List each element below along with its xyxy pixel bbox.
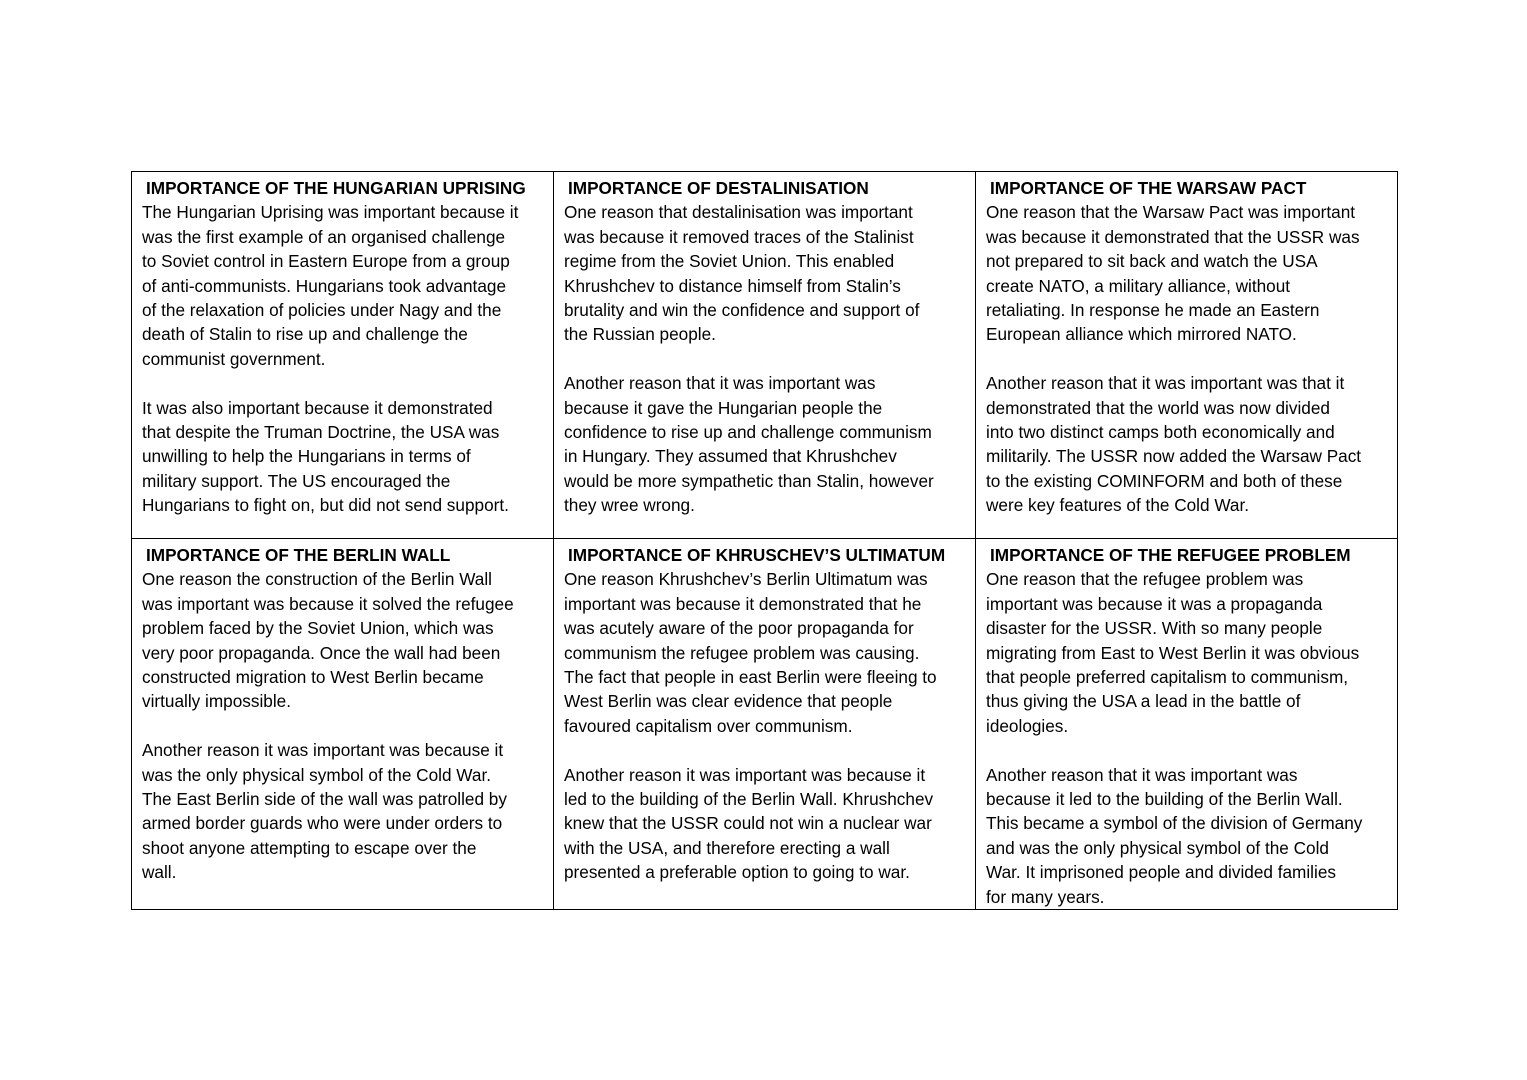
cell-heading: IMPORTANCE OF THE HUNGARIAN UPRISING bbox=[146, 178, 526, 198]
cell-heading: IMPORTANCE OF THE REFUGEE PROBLEM bbox=[990, 545, 1351, 565]
cell-paragraph: Another reason that it was important was that it demonstrated that the world was now divided into two distinct camps both economically and militarily. The USSR now added the Warsaw Pact to the existing COMINFORM and both of these were key features of the Cold War. bbox=[986, 373, 1362, 516]
cell-paragraph: One reason that the Warsaw Pact was important was because it demonstrated that the USSR was not prepared to sit back and watch the USA create NATO, a military alliance, without retaliating. In response he made an Eastern European alliance which mirrored NATO. bbox=[986, 202, 1360, 345]
cell-paragraph: It was also important because it demonstrated that despite the Truman Doctrine, the USA was unwilling to help the Hungarians in terms of military support. The US encouraged the Hungarians to fight on, but did not send support. bbox=[142, 397, 509, 516]
cell-destalinisation bbox=[554, 172, 976, 539]
cell-paragraph: One reason that destalinisation was important was because it removed traces of the Stalinist regime from the Soviet Union. This enabled Khrushchev to distance himself from Stalin’s brutality and win the confidence and support of the Russian people. bbox=[564, 202, 920, 345]
cell-berlin-wall bbox=[132, 539, 554, 910]
cell-paragraph: One reason the construction of the Berlin Wall was important was because it solved the refugee problem faced by the Soviet Union, which was very poor propaganda. Once the wall had been constructed migration to West Berlin became virtually impossible. bbox=[142, 569, 514, 712]
table-row bbox=[132, 539, 1398, 910]
cell-heading: IMPORTANCE OF THE WARSAW PACT bbox=[990, 178, 1307, 198]
cell-warsaw-pact bbox=[976, 172, 1398, 539]
cell-heading: IMPORTANCE OF KHRUSCHEV’S ULTIMATUM bbox=[568, 545, 946, 565]
cell-paragraph: Another reason it was important was because it led to the building of the Berlin Wall. Khrushchev knew that the USSR could not win a nuclear war with the USA, and therefore erecting a wall presented a preferable option to going to war. bbox=[564, 764, 934, 883]
cell-heading: IMPORTANCE OF THE BERLIN WALL bbox=[146, 545, 451, 565]
cell-paragraph: Another reason that it was important was because it gave the Hungarian people the confidence to rise up and challenge communism in Hungary. They assumed that Khrushchev would be more sympathetic than Stalin, however they wree wrong. bbox=[564, 373, 934, 516]
cell-paragraph: Another reason that it was important was because it led to the building of the Berlin Wall. This became a symbol of the division of Germany and was the only physical symbol of the Cold War. It imprisoned people and divided families for many years. bbox=[986, 764, 1363, 907]
table-row bbox=[132, 172, 1398, 539]
cell-hungarian-uprising bbox=[132, 172, 554, 539]
cell-paragraph: One reason that the refugee problem was important was because it was a propaganda disaster for the USSR. With so many people migrating from East to West Berlin it was obvious that people preferred capitalism to communism, thus giving the USA a lead in the battle of ideologies. bbox=[986, 569, 1360, 736]
cell-paragraph: The Hungarian Uprising was important because it was the first example of an organised challenge to Soviet control in Eastern Europe from a group of anti-communists. Hungarians took advantage of the relaxation of policies under Nagy and the death of Stalin to rise up and challenge the communist government. bbox=[142, 202, 519, 369]
cell-paragraph: One reason Khrushchev’s Berlin Ultimatum was important was because it demonstrated that he was acutely aware of the poor propaganda for communism the refugee problem was causing. The fact that people in east Berlin were fleeing to West Berlin was clear evidence that people favoured capitalism over communism. bbox=[564, 569, 937, 736]
importance-table bbox=[131, 171, 1398, 910]
cell-heading: IMPORTANCE OF DESTALINISATION bbox=[568, 178, 869, 198]
cell-refugee-problem bbox=[976, 539, 1398, 910]
cell-paragraph: Another reason it was important was because it was the only physical symbol of the Cold War. The East Berlin side of the wall was patrolled by armed border guards who were under orders to shoot anyone attempting to escape over the wall. bbox=[142, 740, 507, 883]
cell-khruschev-ultimatum bbox=[554, 539, 976, 910]
